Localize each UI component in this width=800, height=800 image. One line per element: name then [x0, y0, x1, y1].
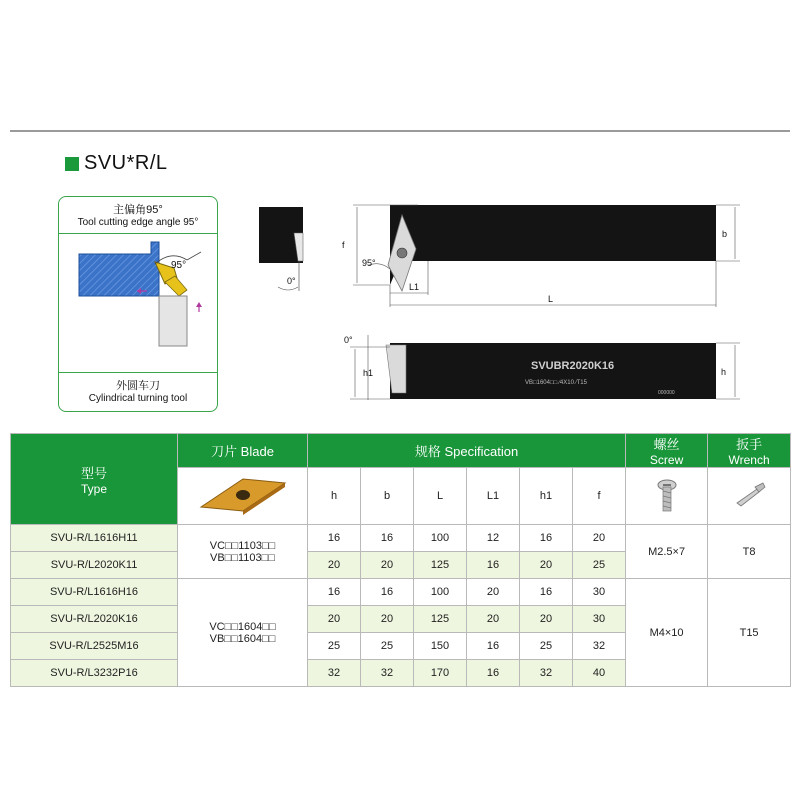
application-diagram [58, 196, 218, 412]
cell-h1: 16 [520, 525, 573, 552]
cell-h1: 20 [520, 606, 573, 633]
top-view-angle-label: 95° [362, 258, 376, 268]
top-view-shank-icon [418, 205, 716, 261]
blade-code-vb: VB□□1103□□ [210, 551, 275, 564]
screw-cell-group1: M2.5×7 [626, 525, 708, 579]
table-row [11, 525, 791, 552]
header-wrench [708, 434, 791, 468]
product-title [65, 152, 168, 175]
blade-cell-group2 [178, 579, 308, 687]
screw-image-cell [626, 468, 708, 525]
cell-h1: 20 [520, 552, 573, 579]
turning-illustration [59, 234, 217, 374]
header-wrench-cn: 扳手 [736, 437, 763, 452]
cell-b: 25 [361, 633, 414, 660]
dim-b-label: b [722, 229, 728, 239]
header-screw-cn: 螺丝 [653, 437, 680, 452]
workpiece-icon [79, 242, 159, 296]
cell-L1: 16 [467, 633, 520, 660]
cell-h1: 16 [520, 579, 573, 606]
blade-image-cell [178, 468, 308, 525]
cell-h: 20 [308, 606, 361, 633]
cell-L1: 12 [467, 525, 520, 552]
wrench-image-cell [708, 468, 791, 525]
col-L: L [414, 468, 467, 525]
wrench-cell-group2: T15 [708, 579, 791, 687]
cell-L: 170 [414, 660, 467, 687]
cell-L: 100 [414, 525, 467, 552]
header-blade-label: 刀片 Blade [211, 444, 274, 459]
dim-f-label: f [342, 240, 345, 250]
cell-L1: 16 [467, 660, 520, 687]
cell-b: 16 [361, 579, 414, 606]
cell-f: 20 [573, 525, 626, 552]
col-L1: L1 [467, 468, 520, 525]
header-screw [626, 434, 708, 468]
header-type [11, 434, 178, 525]
specification-table [10, 433, 791, 687]
cell-f: 32 [573, 633, 626, 660]
header-spec-label: 规格 Specification [414, 444, 519, 459]
cell-b: 20 [361, 552, 414, 579]
insert-blade-icon [195, 473, 291, 517]
cell-L: 100 [414, 579, 467, 606]
col-f: f [573, 468, 626, 525]
cell-h: 20 [308, 552, 361, 579]
blade-code-vc: VC□□1103□□ [209, 539, 276, 552]
cell-L1: 16 [467, 552, 520, 579]
cell-L: 150 [414, 633, 467, 660]
header-wrench-en: Wrench [728, 453, 770, 467]
cell-L1: 20 [467, 579, 520, 606]
cell-b: 20 [361, 606, 414, 633]
cell-h1: 32 [520, 660, 573, 687]
shank-marking: SVUBR2020K16 [531, 360, 615, 372]
dim-l-label: L [548, 294, 554, 304]
header-spec [308, 434, 626, 468]
diagram-header-en: Tool cutting edge angle 95° [77, 217, 199, 228]
cell-L1: 20 [467, 606, 520, 633]
cell-f: 25 [573, 552, 626, 579]
type-cell: SVU-R/L2525M16 [11, 633, 178, 660]
col-b: b [361, 468, 414, 525]
blade-code-vb: VB□□1604□□ [209, 632, 276, 645]
type-cell: SVU-R/L2020K16 [11, 606, 178, 633]
dim-l1-label: L1 [409, 282, 420, 292]
cell-L: 125 [414, 606, 467, 633]
blade-code-vc: VC□□1604□□ [209, 620, 276, 633]
cell-f: 30 [573, 606, 626, 633]
wrench-cell-group1: T8 [708, 525, 791, 579]
type-cell: SVU-R/L3232P16 [11, 660, 178, 687]
cell-f: 30 [573, 579, 626, 606]
top-divider [10, 130, 790, 132]
type-cell: SVU-R/L1616H11 [11, 525, 178, 552]
cell-L: 125 [414, 552, 467, 579]
blade-cell-group1 [178, 525, 308, 579]
col-h: h [308, 468, 361, 525]
side-view-angle-label: 0° [344, 335, 353, 345]
type-cell: SVU-R/L2020K11 [11, 552, 178, 579]
cell-b: 16 [361, 525, 414, 552]
screw-icon [652, 475, 682, 515]
title-bullet-icon [65, 157, 79, 171]
cell-b: 32 [361, 660, 414, 687]
diagram-header-cn: 主偏角95° [113, 204, 163, 216]
diagram-angle-label: 95° [171, 260, 187, 271]
cell-h1: 25 [520, 633, 573, 660]
table-row [11, 579, 791, 606]
header-screw-en: Screw [649, 453, 684, 467]
title-text: SVU*R/L [84, 152, 168, 174]
cell-h: 16 [308, 525, 361, 552]
diagram-footer-cn: 外圆车刀 [116, 380, 160, 392]
end-view-angle-label: 0° [287, 276, 296, 286]
shank-serial: 000000 [658, 390, 675, 396]
tool-shank-icon [159, 296, 187, 346]
col-h1: h1 [520, 468, 573, 525]
cell-h: 16 [308, 579, 361, 606]
cell-f: 40 [573, 660, 626, 687]
diagram-footer [59, 372, 217, 411]
dim-h-label: h [721, 367, 727, 377]
cell-h: 32 [308, 660, 361, 687]
shank-marking-secondary: VB□1604□□ ∕4X10 ∕T15 [525, 380, 587, 386]
type-cell: SVU-R/L1616H16 [11, 579, 178, 606]
diagram-header [59, 197, 217, 234]
dim-h1-label: h1 [363, 368, 374, 378]
wrench-icon [729, 475, 769, 515]
header-blade [178, 434, 308, 468]
header-type-en: Type [80, 481, 107, 496]
screw-cell-group2: M4×10 [626, 579, 708, 687]
header-type-cn: 型号 [80, 465, 107, 481]
diagram-footer-en: Cylindrical turning tool [88, 393, 188, 404]
technical-drawing [240, 195, 800, 415]
cell-h: 25 [308, 633, 361, 660]
